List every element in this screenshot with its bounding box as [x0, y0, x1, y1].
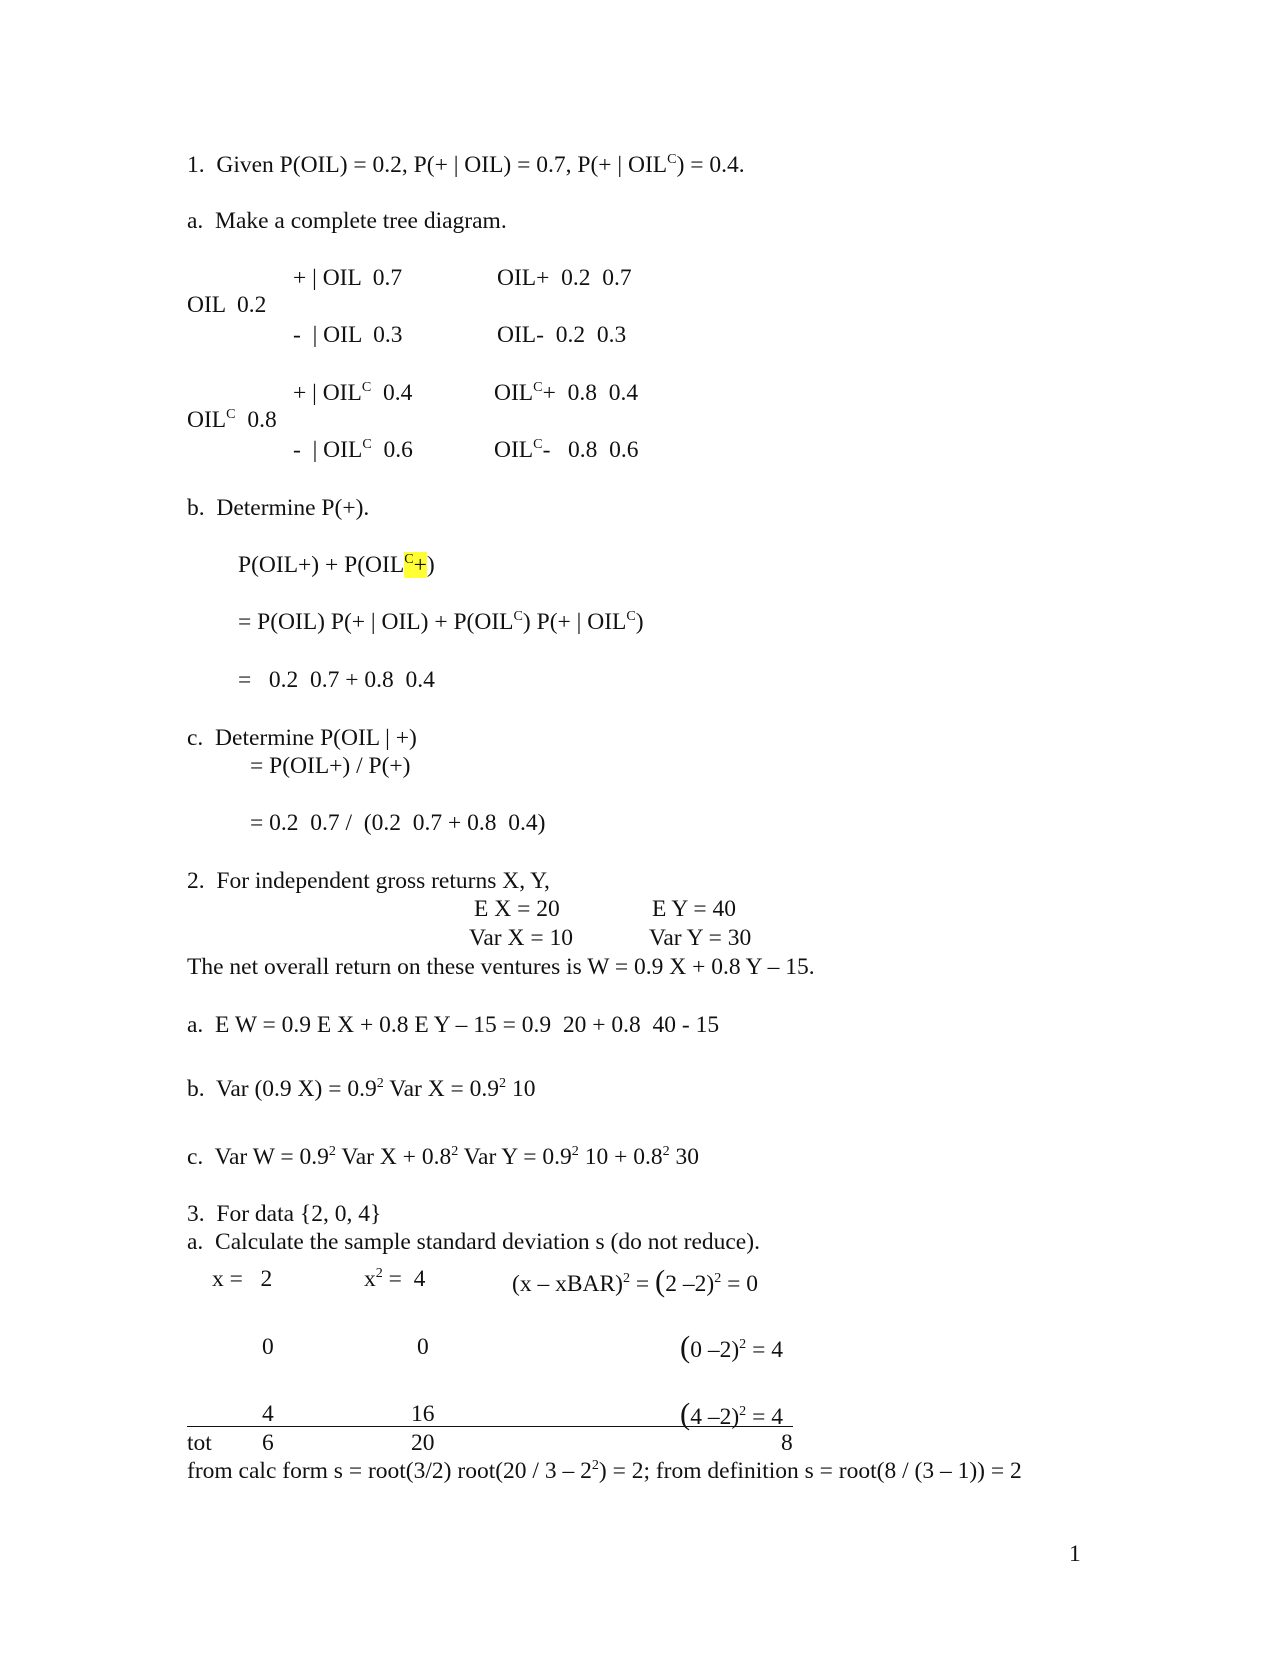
q3-row3-x: 4: [262, 1401, 274, 1427]
q2-net-return: The net overall return on these ventures is W = 0.9 X + 0.8 Y – 15.: [187, 954, 815, 980]
tree-node-oil: OIL 0.2: [187, 292, 267, 318]
q3-part-a: a. Calculate the sample standard deviation s (do not reduce).: [187, 1229, 760, 1255]
q2-part-c: c. Var $W = 0.9^2$ Var $X + 0.8^2$ Var $Y = 0.9^2$ $10 + 0.8^2$ 30: [187, 1142, 700, 1170]
q3-tot-label: tot: [187, 1430, 212, 1456]
q2-ey: E Y = 40: [652, 896, 736, 922]
q2-var-y: Var Y = 30: [649, 925, 752, 951]
q3-dev-row1: (x – xBAR)$^2$ = (2 –2)$^2$ = 0: [512, 1264, 758, 1298]
tree-branch-plus-given-oil: + | OIL 0.7: [293, 265, 403, 291]
q3-x-header: x = 2: [212, 1266, 273, 1292]
q3-formula: from calc form s = root(3/2) root(20 / $3 - 2^2) = 2$; from definition s = root(8 / (3 – 1)) = 2: [187, 1456, 1022, 1484]
q3-title: 3. For data {2, 0, 4}: [187, 1201, 382, 1227]
q3-row3-x2: 16: [411, 1401, 435, 1427]
tree-joint-oilc-minus: $OIL^C-$ 0.8 0.6: [494, 435, 639, 463]
q3-row2-x2: 0: [417, 1334, 429, 1360]
q2-ex: E X = 20: [474, 896, 560, 922]
tree-node-oilc: $OIL^C$ 0.8: [187, 405, 277, 433]
q1-part-b-label: b. Determine P(+).: [187, 495, 370, 521]
q2-part-a: a. E W = 0.9 E X + 0.8 E Y – 15 = 0.9 20 + 0.8 40 - 15: [187, 1012, 720, 1038]
tree-joint-oilc-plus: $OIL^C+ 0.8$ 0.4: [494, 378, 639, 406]
q1-title: 1. Given P(OIL) = 0.2, P(+ | OIL) = 0.7, P(+ | $OIL^C) = 0.4$.: [187, 150, 745, 178]
q3-tot-dev: 8: [781, 1430, 793, 1456]
tree-joint-oil-plus: OIL+ 0.2 0.7: [497, 265, 632, 291]
q3-row3-dev: (4 –2)$^2$ = 4: [680, 1397, 783, 1431]
q3-tot-x: 6: [262, 1430, 274, 1456]
tree-branch-minus-given-oilc: - | $OIL^C$ 0.6: [293, 435, 413, 463]
page-number: 1: [1069, 1541, 1081, 1567]
q3-row2-dev: (0 –2)$^2$ = 4: [680, 1330, 783, 1364]
q1-part-c-label: c. Determine P(OIL | +): [187, 725, 417, 751]
q3-tot-x2: 20: [411, 1430, 435, 1456]
q1-c-line2: = 0.2 0.7 / (0.2 0.7 + 0.8 0.4): [250, 810, 546, 836]
tree-branch-minus-given-oil: - | OIL 0.3: [293, 322, 403, 348]
q2-var-x: Var X = 10: [469, 925, 573, 951]
q1-b-line1: $P(OIL+) + P(OIL^C+)$: [238, 550, 435, 578]
tree-branch-plus-given-oilc: + | $OIL^C$ 0.4: [293, 378, 413, 406]
q3-row2-x: 0: [262, 1334, 274, 1360]
q3-x2-header: $x^2 = 4$: [364, 1264, 426, 1292]
q1-c-line1: = P(OIL+) / P(+): [250, 753, 411, 779]
q1-part-a-label: a. Make a complete tree diagram.: [187, 208, 507, 234]
q2-title: 2. For independent gross returns X, Y,: [187, 868, 550, 894]
tree-joint-oil-minus: OIL- 0.2 0.3: [497, 322, 627, 348]
q2-part-b: b. Var (0.9 $X) = 0.9^2$ Var $X = 0.9^2$ 10: [187, 1074, 536, 1102]
q1-b-line2: = P(OIL) P(+ | $OIL) + P(OIL^C)$ P(+ | $OIL^C$): [238, 607, 644, 635]
q1-b-line3: = 0.2 0.7 + 0.8 0.4: [238, 667, 435, 693]
totals-rule: [187, 1426, 793, 1427]
